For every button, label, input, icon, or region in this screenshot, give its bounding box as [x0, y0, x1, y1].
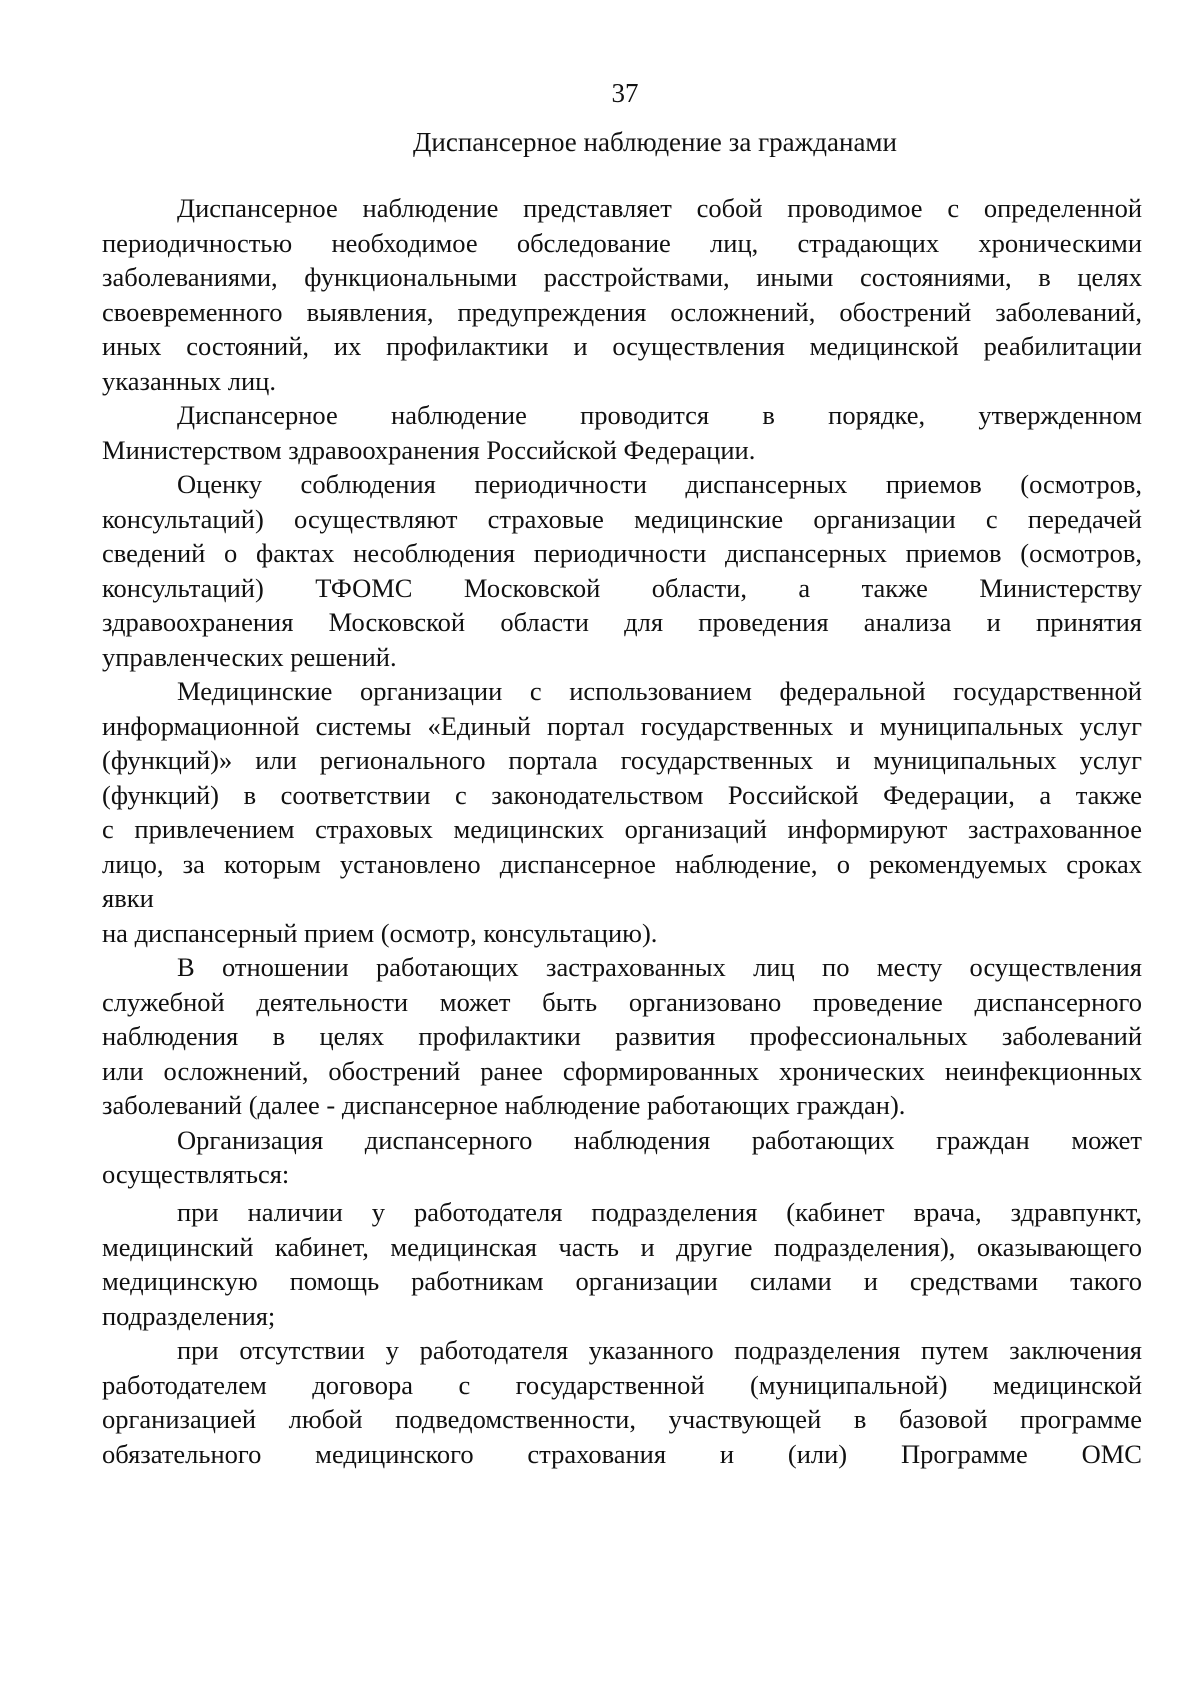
text-line: сведений о фактах несоблюдения периодичности диспансерных приемов (осмотров,: [102, 538, 1142, 568]
text-line: медицинский кабинет, медицинская часть и другие подразделения), оказывающего: [102, 1232, 1142, 1262]
text-line: (функций) в соответствии с законодательством Российской Федерации, а также: [102, 780, 1142, 810]
text-line: периодичностью необходимое обследование лиц, страдающих хроническими: [102, 228, 1142, 258]
text-line: на диспансерный прием (осмотр, консультацию).: [102, 918, 658, 948]
text-line: явки: [102, 883, 154, 913]
text-line: информационной системы «Единый портал государственных и муниципальных услуг: [102, 711, 1142, 741]
text-line: при отсутствии у работодателя указанного подразделения путем заключения: [177, 1335, 1142, 1365]
text-line: с привлечением страховых медицинских организаций информируют застрахованное: [102, 814, 1142, 844]
text-line: В отношении работающих застрахованных лиц по месту осуществления: [177, 952, 1142, 982]
text-line: заболеваниями, функциональными расстройствами, иными состояниями, в целях: [102, 262, 1142, 292]
text-line: осуществляться:: [102, 1159, 290, 1189]
text-line: Министерством здравоохранения Российской Федерации.: [102, 435, 756, 465]
text-line: управленческих решений.: [102, 642, 397, 672]
text-line: Медицинские организации с использованием федеральной государственной: [177, 676, 1142, 706]
text-line: консультаций) ТФОМС Московской области, а также Министерству: [102, 573, 1142, 603]
text-line: работодателем договора с государственной (муниципальной) медицинской: [102, 1370, 1142, 1400]
text-line: консультаций) осуществляют страховые медицинские организации с передачей: [102, 504, 1142, 534]
text-line: обязательного медицинского страхования и (или) Программе ОМС: [102, 1439, 1142, 1469]
text-line: Диспансерное наблюдение проводится в порядке, утвержденном: [177, 400, 1142, 430]
text-line: служебной деятельности может быть организовано проведение диспансерного: [102, 987, 1142, 1017]
text-line: здравоохранения Московской области для проведения анализа и принятия: [102, 607, 1142, 637]
text-line: Оценку соблюдения периодичности диспансерных приемов (осмотров,: [177, 469, 1142, 499]
text-line: заболеваний (далее - диспансерное наблюдение работающих граждан).: [102, 1090, 906, 1120]
text-line: лицо, за которым установлено диспансерное наблюдение, о рекомендуемых сроках: [102, 849, 1142, 879]
text-line: подразделения;: [102, 1301, 276, 1331]
text-line: (функций)» или регионального портала государственных и муниципальных услуг: [102, 745, 1142, 775]
section-heading: Диспансерное наблюдение за гражданами: [413, 127, 897, 157]
text-line: своевременного выявления, предупреждения осложнений, обострений заболеваний,: [102, 297, 1142, 327]
text-line: наблюдения в целях профилактики развития профессиональных заболеваний: [102, 1021, 1142, 1051]
text-line: организацией любой подведомственности, участвующей в базовой программе: [102, 1404, 1142, 1434]
text-line: или осложнений, обострений ранее сформированных хронических неинфекционных: [102, 1056, 1142, 1086]
page-number: 37: [611, 78, 639, 108]
text-line: указанных лиц.: [102, 366, 276, 396]
text-line: Организация диспансерного наблюдения работающих граждан может: [177, 1125, 1142, 1155]
text-line: иных состояний, их профилактики и осуществления медицинской реабилитации: [102, 331, 1142, 361]
text-line: медицинскую помощь работникам организации силами и средствами такого: [102, 1266, 1142, 1296]
text-line: Диспансерное наблюдение представляет собой проводимое с определенной: [177, 193, 1142, 223]
text-line: при наличии у работодателя подразделения (кабинет врача, здравпункт,: [177, 1197, 1142, 1227]
